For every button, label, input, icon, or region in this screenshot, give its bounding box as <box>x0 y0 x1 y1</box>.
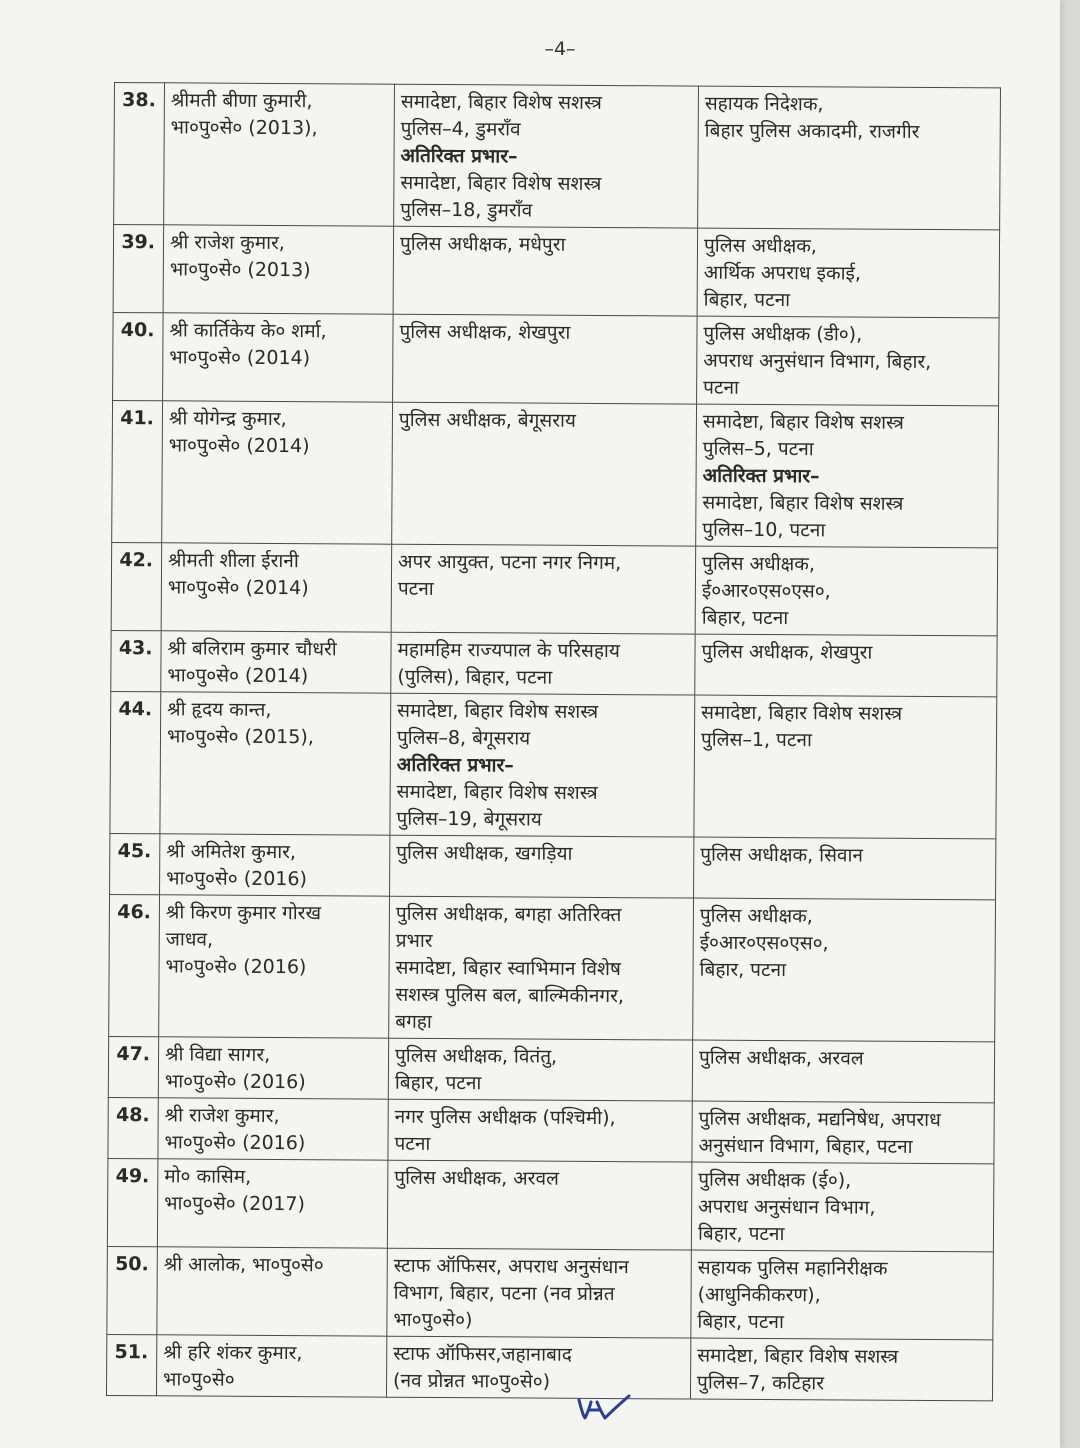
name-line: भा०पु०से० (2013), <box>170 116 318 140</box>
to-line: समादेष्टा, बिहार विशेष सशस्त्र <box>697 1344 899 1368</box>
current-posting-cell <box>392 402 697 546</box>
from-line: पुलिस अधीक्षक, बगहा अतिरिक्त <box>395 902 622 927</box>
current-posting-cell <box>387 1160 692 1250</box>
table-body <box>106 83 1000 1401</box>
officer-name-cell <box>161 631 391 693</box>
new-posting-cell <box>697 228 1000 318</box>
name-line: श्री राजेश कुमार, <box>169 231 285 255</box>
officer-name-cell <box>163 313 394 402</box>
to-line: पुलिस अधीक्षक, अरवल <box>698 1046 864 1070</box>
name-line: भा०पु०से० (2017) <box>164 1192 305 1216</box>
name-line: श्री योगेन्द्र कुमार, <box>168 407 287 431</box>
current-posting-cell <box>389 896 694 1040</box>
current-posting-cell <box>390 835 694 898</box>
serial-number-cell: 47. <box>108 1036 158 1097</box>
name-line: जाधव, <box>165 928 214 951</box>
to-line: समादेष्टा, बिहार विशेष सशस्त्र <box>702 410 904 434</box>
table-row <box>111 630 997 696</box>
serial-number-cell: 45. <box>110 833 160 894</box>
from-line: पुलिस–4, डुमराँव <box>400 117 521 141</box>
to-line: समादेष्टा, बिहार विशेष सशस्त्र <box>702 491 904 515</box>
table-row <box>113 312 1000 405</box>
name-line: भा०पु०से० (2016) <box>164 1131 306 1155</box>
name-line: श्री बलिराम कुमार चौधरी <box>167 637 337 661</box>
name-line: श्री अमितेश कुमार, <box>166 840 297 864</box>
from-line: अतिरिक्त प्रभार– <box>400 144 518 168</box>
from-line: समादेष्टा, बिहार विशेष सशस्त्र <box>400 171 602 195</box>
to-line: बिहार पुलिस अकादमी, राजगीर <box>704 119 920 143</box>
officer-name-cell <box>160 834 390 896</box>
to-line: पुलिस–5, पटना <box>702 437 814 461</box>
from-line: समादेष्टा, बिहार विशेष सशस्त्र <box>396 780 598 804</box>
from-line: समादेष्टा, बिहार विशेष सशस्त्र <box>397 699 599 723</box>
new-posting-cell <box>697 316 1000 406</box>
transfer-table <box>106 82 1001 1401</box>
to-line: अपराध अनुसंधान विभाग, <box>698 1195 876 1219</box>
from-line: अतिरिक्त प्रभार– <box>396 753 514 777</box>
table-row <box>109 894 996 1041</box>
table-row <box>111 542 998 635</box>
current-posting-cell <box>393 314 698 404</box>
from-line: समादेष्टा, बिहार स्वाभिमान विशेष <box>395 956 621 981</box>
name-line: श्री हरि शंकर कुमार, <box>163 1341 303 1365</box>
name-line: श्रीमती बीणा कुमारी, <box>170 89 313 113</box>
to-line: पुलिस अधीक्षक (ई०), <box>698 1168 852 1192</box>
new-posting-cell <box>693 898 996 1042</box>
from-line: सशस्त्र पुलिस बल, बाल्मिकीनगर, <box>395 983 625 1008</box>
from-line: नगर पुलिस अधीक्षक (पश्चिमी), <box>394 1105 616 1130</box>
to-line: बिहार, पटना <box>697 1310 784 1334</box>
table-row <box>106 1334 992 1400</box>
name-line: भा०पु०से० (2013) <box>169 258 311 282</box>
to-line: पुलिस–1, पटना <box>700 728 813 752</box>
to-line: बिहार, पटना <box>697 1222 785 1246</box>
officer-name-cell <box>161 543 392 632</box>
name-line: भा०पु०से० (2016) <box>165 955 307 979</box>
from-line: पुलिस–8, बेगूसराय <box>396 726 531 750</box>
current-posting-cell <box>387 1248 692 1338</box>
table-row <box>114 83 1001 230</box>
from-line: पटना <box>397 577 434 600</box>
from-line: पुलिस अधीक्षक, वितंतु, <box>394 1044 558 1068</box>
officer-name-cell <box>156 1335 386 1397</box>
serial-number-cell: 46. <box>109 894 160 1036</box>
name-line: भा०पु०से० <box>163 1368 235 1391</box>
to-line: अतिरिक्त प्रभार– <box>702 464 820 488</box>
name-line: भा०पु०से० (2015), <box>166 725 314 749</box>
to-line: बिहार, पटना <box>701 606 789 630</box>
table-row <box>110 833 996 899</box>
to-line: पुलिस अधीक्षक, सिवान <box>700 843 864 867</box>
to-line: ई०आर०एस०एस०, <box>699 931 829 955</box>
current-posting-cell <box>391 544 696 634</box>
to-line: पुलिस अधीक्षक, <box>699 904 813 928</box>
from-line: समादेष्टा, बिहार विशेष सशस्त्र <box>400 90 602 114</box>
new-posting-cell <box>694 695 997 839</box>
from-line: पुलिस अधीक्षक, मधेपुरा <box>399 232 566 256</box>
serial-number-cell: 48. <box>108 1097 158 1158</box>
table-row <box>107 1158 994 1251</box>
serial-number-cell: 43. <box>111 630 161 691</box>
to-line: पुलिस अधीक्षक (डी०), <box>703 322 863 346</box>
officer-name-cell <box>163 225 394 314</box>
to-line: पुलिस अधीक्षक, मद्यनिषेध, अपराध <box>698 1107 941 1132</box>
to-line: सहायक निदेशक, <box>704 92 824 116</box>
serial-number-cell: 44. <box>110 691 161 833</box>
officer-name-cell <box>158 1098 388 1160</box>
serial-number-cell: 51. <box>106 1334 156 1395</box>
name-line: श्री किरण कुमार गोरख <box>165 901 322 925</box>
current-posting-cell <box>386 1336 690 1399</box>
name-line: भा०पु०से० (2014) <box>167 576 309 600</box>
current-posting-cell <box>388 1099 692 1162</box>
to-line: बिहार, पटना <box>699 958 787 982</box>
from-line: अपर आयुक्त, पटना नगर निगम, <box>398 550 622 575</box>
table-row <box>112 400 999 547</box>
table-row <box>108 1097 994 1163</box>
new-posting-cell <box>698 86 1001 230</box>
new-posting-cell <box>695 634 997 697</box>
to-line: अनुसंधान विभाग, बिहार, पटना <box>698 1134 913 1158</box>
table-row <box>108 1036 994 1102</box>
new-posting-cell <box>694 837 996 900</box>
name-line: मो० कासिम, <box>164 1165 252 1188</box>
new-posting-cell <box>695 546 998 636</box>
name-line: श्री विद्या सागर, <box>164 1043 271 1066</box>
officer-name-cell <box>157 1247 388 1336</box>
to-line: पुलिस–7, कटिहार <box>696 1371 825 1395</box>
new-posting-cell <box>691 1162 994 1252</box>
name-line: भा०पु०से० (2014) <box>169 346 311 370</box>
name-line: श्री राजेश कुमार, <box>164 1104 280 1128</box>
from-line: पुलिस अधीक्षक, खगड़िया <box>396 841 573 865</box>
new-posting-cell <box>692 1101 994 1164</box>
name-line: भा०पु०से० (2016) <box>164 1070 306 1094</box>
to-line: अपराध अनुसंधान विभाग, बिहार, <box>703 349 932 373</box>
from-line: (पुलिस), बिहार, पटना <box>397 665 553 689</box>
table-row <box>113 225 1000 318</box>
to-line: ई०आर०एस०एस०, <box>701 579 831 603</box>
to-line: पटना <box>703 376 740 399</box>
page-number: –4– <box>544 38 576 60</box>
table-row <box>107 1246 994 1339</box>
serial-number-cell: 41. <box>112 400 163 542</box>
name-line: श्रीमती शीला ईरानी <box>168 549 299 573</box>
new-posting-cell <box>691 1250 994 1340</box>
name-line: श्री आलोक, भा०पु०से० <box>163 1253 324 1277</box>
name-line: श्री कार्तिकेय के० शर्मा, <box>169 319 327 343</box>
name-line: श्री हृदय कान्त, <box>167 698 272 721</box>
from-line: विभाग, बिहार, पटना (नव प्रोन्नत <box>393 1281 615 1306</box>
officer-name-cell <box>159 895 390 1038</box>
officer-name-cell <box>162 401 393 544</box>
officer-name-cell <box>158 1037 388 1099</box>
to-line: आर्थिक अपराध इकाई, <box>703 261 861 285</box>
current-posting-cell <box>390 693 695 837</box>
serial-number-cell: 40. <box>113 312 164 400</box>
new-posting-cell <box>696 404 999 548</box>
to-line: सहायक पुलिस महानिरीक्षक <box>697 1256 888 1280</box>
to-line: पुलिस–10, पटना <box>702 518 826 542</box>
serial-number-cell: 38. <box>114 83 165 225</box>
from-line: पटना <box>394 1132 431 1155</box>
to-line: (आधुनिकीकरण), <box>697 1283 821 1307</box>
to-line: बिहार, पटना <box>703 288 791 312</box>
from-line: स्टाफ ऑफिसर, अपराध अनुसंधान <box>393 1254 629 1279</box>
new-posting-cell <box>690 1338 992 1401</box>
name-line: भा०पु०से० (2014) <box>167 664 309 688</box>
serial-number-cell: 42. <box>111 542 162 630</box>
current-posting-cell <box>388 1038 692 1101</box>
to-line: पुलिस अधीक्षक, शेखपुरा <box>701 640 873 664</box>
from-line: बिहार, पटना <box>394 1071 482 1095</box>
from-line: स्टाफ ऑफिसर,जहानाबाद <box>393 1342 572 1366</box>
serial-number-cell: 50. <box>107 1246 158 1334</box>
officer-name-cell <box>157 1159 388 1248</box>
from-line: पुलिस अधीक्षक, शेखपुरा <box>399 320 571 344</box>
from-line: प्रभार <box>395 929 433 952</box>
from-line: (नव प्रोन्नत भा०पु०से०) <box>393 1369 551 1393</box>
serial-number-cell: 39. <box>113 225 164 313</box>
from-line: पुलिस–19, बेगूसराय <box>396 807 542 831</box>
current-posting-cell <box>394 84 699 228</box>
current-posting-cell <box>391 632 695 695</box>
from-line: पुलिस अधीक्षक, बेगूसराय <box>398 408 577 432</box>
from-line: बगहा <box>395 1010 432 1033</box>
from-line: पुलिस–18, डुमराँव <box>400 198 533 222</box>
from-line: महामहिम राज्यपाल के परिसहाय <box>397 638 620 663</box>
new-posting-cell <box>692 1040 994 1103</box>
signature-mark <box>575 1392 635 1428</box>
from-line: भा०पु०से०) <box>393 1308 473 1332</box>
to-line: पुलिस अधीक्षक, <box>702 552 815 576</box>
table-row <box>110 691 997 838</box>
to-line: समादेष्टा, बिहार विशेष सशस्त्र <box>701 701 903 725</box>
serial-number-cell: 49. <box>107 1158 158 1246</box>
from-line: पुलिस अधीक्षक, अरवल <box>394 1166 560 1190</box>
name-line: भा०पु०से० (2014) <box>168 434 310 458</box>
current-posting-cell <box>393 226 698 316</box>
officer-name-cell <box>164 83 395 226</box>
to-line: पुलिस अधीक्षक, <box>703 234 817 258</box>
name-line: भा०पु०से० (2016) <box>166 867 307 891</box>
officer-name-cell <box>160 692 391 835</box>
